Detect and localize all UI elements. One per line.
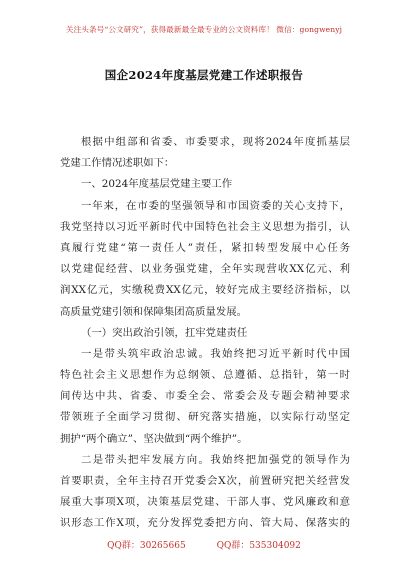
paragraph-line: 根据中组部和省委、市委要求，现将2024年度抓基层 <box>81 136 350 148</box>
paragraph-line: 展重大事项X项，决策基层党建、干部人事、党风廉政和意 <box>60 496 350 509</box>
footer-contact <box>0 538 408 551</box>
paragraph-line: 带领班子全面学习贯彻、研究落实措施，以实际行动坚定 <box>60 411 350 424</box>
paragraph-line: 间传达中共、省委、市委全会、常委会及专题会精神要求 <box>60 390 350 403</box>
subsection-heading: （一）突出政治引领，扛牢党建责任 <box>81 326 248 339</box>
header-banner: 关注头条号“公文研究”，获得最新最全最专业的公文资料库！ 微信：gongwenyj <box>65 25 343 34</box>
footer-qq-group-1: QQ群：30265665 <box>107 541 186 551</box>
paragraph-line: 高质量党建引领和保障集团高质量发展。 <box>60 305 248 318</box>
paragraph-line: 特色社会主义思想作为总纲领、总遵循、总指针，第一时 <box>60 369 350 382</box>
paragraph-line: 真履行党建“第一责任人”责任，紧扣转型发展中心任务 <box>60 241 350 254</box>
paragraph-line: 以党建促经营、以业务强党建，全年实现营收XX亿元、利 <box>60 263 350 276</box>
paragraph-line: 拥护“两个确立”、坚决做到“两个维护”。 <box>60 432 248 445</box>
paragraph-line: 识形态工作X项，充分发挥党委把方向、管大局、保落实的 <box>60 517 350 530</box>
footer-qq-group-2: QQ群：535304092 <box>216 541 301 551</box>
paragraph-line: 首要职责，全年主持召开党委会X次，前置研究把关经营发 <box>60 475 350 487</box>
paragraph-line: 我党坚持以习近平新时代中国特色社会主义思想为指引，认 <box>60 220 350 233</box>
paragraph-line: 润XX亿元，实缴税费XX亿元，较好完成主要经济指标，以 <box>60 284 350 297</box>
document-title: 国企2024年度基层党建工作述职报告 <box>104 68 304 82</box>
paragraph-line: 一是带头筑牢政治忠诚。我始终把习近平新时代中国 <box>81 347 350 360</box>
paragraph-line: 党建工作情况述职如下： <box>60 157 175 170</box>
paragraph-line: 一年来，在市委的坚强领导和市国资委的关心支持下， <box>81 199 350 212</box>
paragraph-line: 二是带头把牢发展方向。我始终把加强党的领导作为 <box>81 453 350 466</box>
document-body <box>60 132 350 535</box>
section-heading: 一、2024年度基层党建主要工作 <box>81 178 233 191</box>
